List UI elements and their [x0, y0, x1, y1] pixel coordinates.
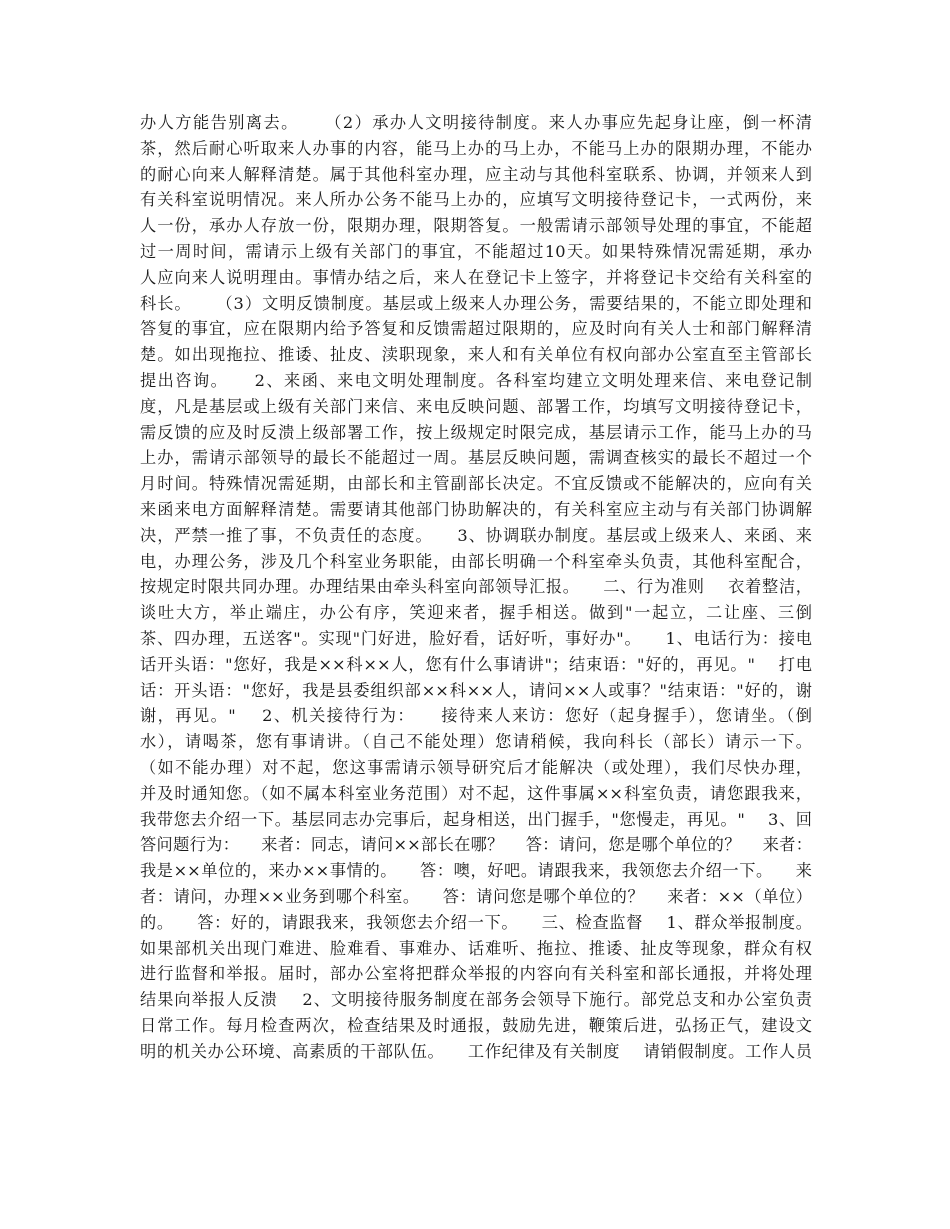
- text-line: （如不能办理）对不起，您这事需请示领导研究后才能解决（或处理），我们尽快办理，: [140, 757, 812, 777]
- text-line: 度，凡是基层或上级有关部门来信、来电反映问题、部署工作，均填写文明接待登记卡，: [140, 396, 812, 416]
- text-line: 我是××单位的，来办××事情的。 答：噢，好吧。请跟我来，我领您去介绍一下。 来: [140, 861, 812, 881]
- text-line: 决，严禁一推了事，不负责任的态度。 3、协调联办制度。基层或上级来人、来函、来: [140, 525, 812, 545]
- text-line: 茶、四办理，五送客"。实现"门好进，脸好看，话好听，事好办"。 1、电话行为：接电: [140, 628, 812, 648]
- text-line: 有关科室说明情况。来人所办公务不能马上办的，应填写文明接待登记卡，一式两份，来: [140, 190, 812, 210]
- text-line: 谢，再见。" 2、机关接待行为： 接待来人来访：您好（起身握手），您请坐。（倒: [140, 706, 812, 726]
- text-line: 电，办理公务，涉及几个科室业务职能，由部长明确一个科室牵头负责，其他科室配合，: [140, 551, 812, 571]
- text-line: 茶，然后耐心听取来人办事的内容，能马上办的马上办，不能马上办的限期办理，不能办: [140, 138, 812, 158]
- text-line: 明的机关办公环境、高素质的干部队伍。 工作纪律及有关制度 请销假制度。工作人员: [140, 1041, 812, 1061]
- text-line: 科长。 （3）文明反馈制度。基层或上级来人办理公务，需要结果的，不能立即处理和: [140, 293, 812, 313]
- text-line: 者：请问，办理××业务到哪个科室。 答：请问您是哪个单位的？ 来者：××（单位）: [140, 886, 812, 906]
- text-line: 来函来电方面解释清楚。需要请其他部门协助解决的，有关科室应主动与有关部门协调解: [140, 499, 812, 519]
- text-line: 我带您去介绍一下。基层同志办完事后，起身相送，出门握手，"您慢走，再见。" 3、回: [140, 809, 812, 829]
- text-line: 答复的事宜，应在限期内给予答复和反馈需超过限期的，应及时向有关人士和部门解释清: [140, 319, 812, 339]
- text-line: 过一周时间，需请示上级有关部门的事宜，不能超过10天。如果特殊情况需延期，承办: [140, 241, 812, 261]
- text-line: 谈吐大方，举止端庄，办公有序，笑迎来者，握手相送。做到"一起立，二让座、三倒: [140, 603, 812, 623]
- body-text: [140, 110, 812, 1064]
- text-line: 人一份，承办人存放一份，限期办理，限期答复。一般需请示部领导处理的事宜，不能超: [140, 216, 812, 236]
- text-line: 话开头语："您好，我是××科××人，您有什么事请讲"；结束语："好的，再见。" 打电: [140, 654, 812, 674]
- text-line: 结果向举报人反溃 2、文明接待服务制度在部务会领导下施行。部党总支和办公室负责: [140, 990, 812, 1010]
- text-line: 需反馈的应及时反溃上级部署工作，按上级规定时限完成，基层请示工作，能马上办的马: [140, 422, 812, 442]
- text-line: 的。 答：好的，请跟我来，我领您去介绍一下。 三、检查监督 1、群众举报制度。: [140, 912, 812, 932]
- text-line: 如果部机关出现门难进、脸难看、事难办、话难听、拖拉、推诿、扯皮等现象，群众有权: [140, 938, 812, 958]
- text-line: 的耐心向来人解释清楚。属于其他科室办理，应主动与其他科室联系、协调，并领来人到: [140, 164, 812, 184]
- text-line: 月时间。特殊情况需延期，由部长和主管副部长决定。不宜反馈或不能解决的，应向有关: [140, 474, 812, 494]
- text-line: 按规定时限共同办理。办理结果由牵头科室向部领导汇报。 二、行为准则 衣着整洁，: [140, 577, 812, 597]
- text-line: 提出咨询。 2、来函、来电文明处理制度。各科室均建立文明处理来信、来电登记制: [140, 370, 812, 390]
- text-line: 日常工作。每月检查两次，检查结果及时通报，鼓励先进，鞭策后进，弘扬正气，建设文: [140, 1015, 812, 1035]
- text-line: 水），请喝茶，您有事请讲。（自己不能处理）您请稍候，我向科长（部长）请示一下。: [140, 732, 812, 752]
- text-line: 上办，需请示部领导的最长不能超过一周。基层反映问题，需调查核实的最长不超过一个: [140, 448, 812, 468]
- text-line: 楚。如出现拖拉、推诿、扯皮、渎职现象，来人和有关单位有权向部办公室直至主管部长: [140, 345, 812, 365]
- text-line: 办人方能告别离去。 （2）承办人文明接待制度。来人办事应先起身让座，倒一杯清: [140, 113, 812, 132]
- text-line: 进行监督和举报。届时，部办公室将把群众举报的内容向有关科室和部长通报，并将处理: [140, 964, 812, 984]
- text-line: 人应向来人说明理由。事情办结之后，来人在登记卡上签字，并将登记卡交给有关科室的: [140, 267, 812, 287]
- text-line: 答问题行为： 来者：同志，请问××部长在哪？ 答：请问，您是哪个单位的？ 来者：: [140, 835, 812, 855]
- text-line: 话：开头语："您好，我是县委组织部××科××人，请问××人或事？"结束语："好的，谢: [140, 680, 812, 700]
- text-line: 并及时通知您。（如不属本科室业务范围）对不起，这件事属××科室负责，请您跟我来，: [140, 783, 812, 803]
